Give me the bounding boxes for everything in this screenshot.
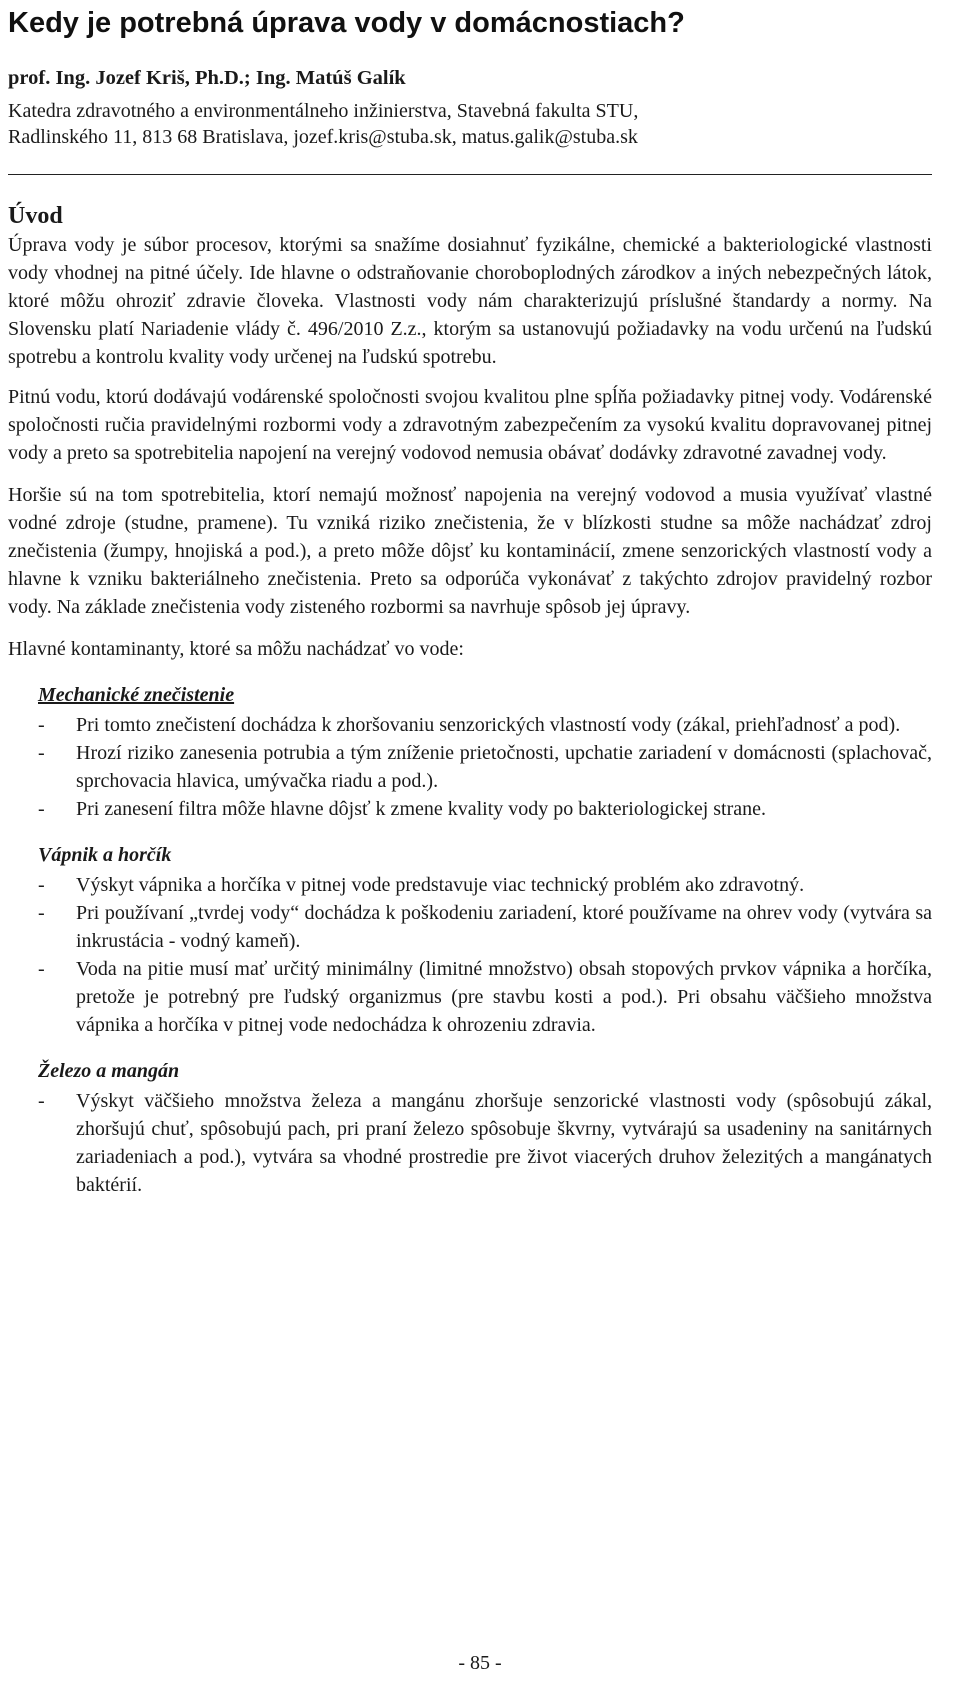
affiliation-line-1: Katedra zdravotného a environmentálneho inžinierstva, Stavebná fakulta STU, (8, 100, 639, 122)
list-item-text: Výskyt väčšieho množstva železa a mangánu zhoršuje senzorické vlastnosti vody (spôsobujú zákal, zhoršujú chuť, spôsobujú pach, pri praní železo spôsobuje škvrny, vytvárajú sa usadeniny na sanitárnych zariadeniach a pod.), vytvára sa vhodné prostredie pre život viacerých druhov železitých a mangánatych baktérií. (76, 1090, 932, 1196)
page-number: - 85 - (458, 1652, 502, 1674)
list-item-text: Pri zanesení filtra môže hlavne dôjsť k zmene kvality vody po bakteriologickej strane. (76, 798, 766, 820)
dash-marker: - (38, 1090, 45, 1112)
dash-marker: - (38, 742, 45, 764)
authors: prof. Ing. Jozef Kriš, Ph.D.; Ing. Matúš Galík (8, 67, 406, 89)
list-item-text: Hrozí riziko zanesenia potrubia a tým zníženie prietočnosti, upchatie zariadení v domácnosti (splachovač, sprchovacia hlavica, umývačka riadu a pod.). (76, 742, 932, 792)
subheading-mechanical: Mechanické znečistenie (38, 684, 235, 706)
list-item (8, 871, 932, 899)
list-item-text: Výskyt vápnika a horčíka v pitnej vode predstavuje viac technický problém ako zdravotný. (76, 874, 805, 896)
list-item (8, 739, 932, 795)
list-calcium-magnesium (8, 871, 932, 1039)
list-item (8, 955, 932, 1039)
dash-marker: - (38, 874, 45, 896)
affiliation (8, 98, 932, 150)
header-divider (8, 174, 932, 175)
dash-marker: - (38, 902, 45, 924)
paragraph-private-sources: Horšie sú na tom spotrebitelia, ktorí nemajú možnosť napojenia na verejný vodovod a musia využívať vlastné vodné zdroje (studne, pramene). Tu vzniká riziko znečistenia, že v blízkosti studne sa môže nachádzať zdroj znečistenia (žumpy, hnojiská a pod.), a preto môže dôjsť ku kontaminácií, zmene senzorických vlastností vody a hlavne k vzniku bakteriálneho znečistenia. Preto sa odporúča vykonávať z takýchto zdrojov pravidelný rozbor vody. Na základe znečistenia vody zisteného rozbormi sa navrhuje spôsob jej úpravy. (8, 484, 932, 618)
subheading-iron-manganese: Železo a mangán (38, 1060, 180, 1082)
list-item (8, 1087, 932, 1199)
paragraph-intro: Úprava vody je súbor procesov, ktorými sa snažíme dosiahnuť fyzikálne, chemické a bakteriologické vlastnosti vody vhodnej na pitné účely. Ide hlavne o odstraňovanie choroboplodných zárodkov a iných nebezpečných látok, ktoré môžu ohroziť zdravie človeka. Vlastnosti vody nám charakterizujú príslušné štandardy a normy. Na Slovensku platí Nariadenie vlády č. 496/2010 Z.z., ktorým sa ustanovujú požiadavky na vodu určenú na ľudskú spotrebu a kontrolu kvality vody určenej na ľudskú spotrebu. (8, 234, 932, 368)
list-mechanical (8, 711, 932, 823)
dash-marker: - (38, 714, 45, 736)
list-item-text: Voda na pitie musí mať určitý minimálny (limitné množstvo) obsah stopových prvkov vápnika a horčíka, pretože je potrebný pre ľudský organizmus (pre stavbu kosti a pod.). Pri obsahu väčšieho množstva vápnika a horčíka v pitnej vode nedochádza k ohrozeniu zdravia. (76, 958, 932, 1036)
subheading-calcium-magnesium: Vápnik a horčík (38, 844, 172, 866)
dash-marker: - (38, 958, 45, 980)
section-heading-intro: Úvod (8, 203, 63, 229)
article-title: Kedy je potrebná úprava vody v domácnostiach? (8, 7, 685, 39)
dash-marker: - (38, 798, 45, 820)
list-item (8, 711, 932, 739)
list-item-text: Pri používaní „tvrdej vody“ dochádza k poškodeniu zariadení, ktoré používame na ohrev vody (vytvára sa inkrustácia - vodný kameň). (76, 902, 932, 952)
list-item-text: Pri tomto znečistení dochádza k zhoršovaniu senzorických vlastností vody (zákal, priehľadnosť a pod). (76, 714, 901, 736)
list-iron-manganese (8, 1087, 932, 1199)
paragraph-water-suppliers: Pitnú vodu, ktorú dodávajú vodárenské spoločnosti svojou kvalitou plne spĺňa požiadavky pitnej vody. Vodárenské spoločnosti ručia pravidelnými rozbormi vody a zdravotným zabezpečením za vysokú kvalitu dopravovanej pitnej vody a preto sa spotrebitelia napojení na verejný vodovod nemusia obávať dodávky zdravotné zavadnej vody. (8, 386, 932, 464)
paragraph-contaminants-intro: Hlavné kontaminanty, ktoré sa môžu nachádzať vo vode: (8, 638, 464, 660)
list-item (8, 795, 932, 823)
affiliation-line-2: Radlinského 11, 813 68 Bratislava, jozef.kris@stuba.sk, matus.galik@stuba.sk (8, 126, 638, 148)
list-item (8, 899, 932, 955)
